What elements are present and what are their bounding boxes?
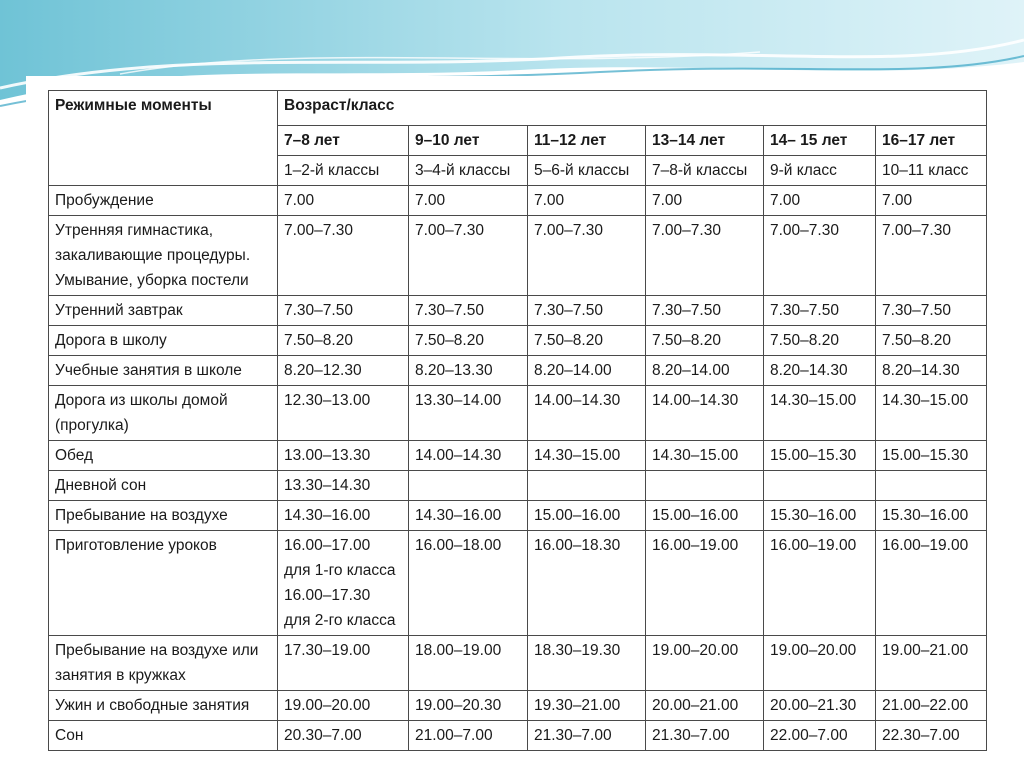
time-value: 20.00–21.30 xyxy=(770,697,857,714)
time-value: 19.30–21.00 xyxy=(534,697,621,714)
time-cell xyxy=(876,356,987,386)
time-value: 15.00–16.00 xyxy=(652,507,739,524)
time-cell xyxy=(764,636,876,691)
table-row xyxy=(49,216,987,296)
table-row xyxy=(49,441,987,471)
time-value: 19.00–20.00 xyxy=(284,697,371,714)
time-value: 14.30–15.00 xyxy=(770,392,857,409)
time-cell xyxy=(278,386,409,441)
time-cell xyxy=(409,386,528,441)
time-value: 7.00 xyxy=(284,192,315,209)
time-cell xyxy=(278,216,409,296)
time-value: 18.30–19.30 xyxy=(534,642,621,659)
time-cell xyxy=(876,186,987,216)
time-cell xyxy=(409,216,528,296)
regime-moment-label xyxy=(49,721,278,751)
regime-moment-label xyxy=(49,296,278,326)
age-column-header: 14– 15 лет xyxy=(764,126,876,156)
time-value: 14.30–15.00 xyxy=(652,447,739,464)
time-cell xyxy=(528,721,646,751)
time-cell xyxy=(278,501,409,531)
time-cell xyxy=(646,216,764,296)
time-value: 13.30–14.30 xyxy=(284,477,371,494)
time-cell xyxy=(764,721,876,751)
time-value: 22.30–7.00 xyxy=(882,727,960,744)
table-row xyxy=(49,636,987,691)
regime-moment-label xyxy=(49,356,278,386)
label-line: Пребывание на воздухе или xyxy=(55,642,259,659)
time-value: 16.00–17.00 xyxy=(284,537,371,554)
time-value: 18.00–19.00 xyxy=(415,642,502,659)
time-value: 16.00–19.00 xyxy=(882,537,969,554)
table-row xyxy=(49,531,987,636)
table-row xyxy=(49,471,987,501)
time-cell xyxy=(764,531,876,636)
regime-moment-label xyxy=(49,691,278,721)
label-line: Сон xyxy=(55,727,84,744)
label-line: Пребывание на воздухе xyxy=(55,507,228,524)
time-cell xyxy=(528,386,646,441)
time-cell xyxy=(528,636,646,691)
time-cell xyxy=(876,721,987,751)
time-value: 8.20–14.30 xyxy=(770,362,848,379)
time-cell xyxy=(646,531,764,636)
label-line: Утренний завтрак xyxy=(55,302,183,319)
time-cell xyxy=(278,441,409,471)
grade-column-header: 9-й класс xyxy=(764,156,876,186)
regime-moment-label xyxy=(49,186,278,216)
time-value: 8.20–14.30 xyxy=(882,362,960,379)
time-value: 17.30–19.00 xyxy=(284,642,371,659)
time-value: 20.30–7.00 xyxy=(284,727,362,744)
time-cell xyxy=(528,531,646,636)
age-column-header: 16–17 лет xyxy=(876,126,987,156)
time-value: 15.30–16.00 xyxy=(770,507,857,524)
time-value: 14.00–14.30 xyxy=(534,392,621,409)
time-cell xyxy=(278,636,409,691)
label-line: занятия в кружках xyxy=(55,667,186,684)
label-line: Утренняя гимнастика, xyxy=(55,222,214,239)
time-cell xyxy=(764,296,876,326)
time-cell xyxy=(646,691,764,721)
time-value: 7.30–7.50 xyxy=(770,302,839,319)
time-value: 14.30–16.00 xyxy=(284,507,371,524)
label-line: закаливающие процедуры. xyxy=(55,247,251,264)
time-value: 15.00–15.30 xyxy=(882,447,969,464)
table-row xyxy=(49,296,987,326)
time-cell xyxy=(409,501,528,531)
regime-moment-label xyxy=(49,326,278,356)
time-value: 7.30–7.50 xyxy=(534,302,603,319)
time-value: 7.00 xyxy=(770,192,801,209)
time-cell xyxy=(528,501,646,531)
time-cell xyxy=(278,531,409,636)
time-cell xyxy=(409,296,528,326)
time-value: 8.20–12.30 xyxy=(284,362,362,379)
grade-column-header: 3–4-й классы xyxy=(409,156,528,186)
regime-moment-label xyxy=(49,471,278,501)
regime-moment-label xyxy=(49,386,278,441)
time-value: 8.20–14.00 xyxy=(652,362,730,379)
regime-moment-label xyxy=(49,636,278,691)
time-value: 7.00–7.30 xyxy=(534,222,603,239)
time-cell xyxy=(409,691,528,721)
time-cell xyxy=(528,216,646,296)
time-value: 7.00–7.30 xyxy=(284,222,353,239)
age-column-header: 9–10 лет xyxy=(409,126,528,156)
time-cell xyxy=(876,471,987,501)
time-cell xyxy=(646,356,764,386)
time-cell xyxy=(646,721,764,751)
label-line: Учебные занятия в школе xyxy=(55,362,242,379)
grade-column-header: 5–6-й классы xyxy=(528,156,646,186)
time-cell xyxy=(764,356,876,386)
age-column-header: 13–14 лет xyxy=(646,126,764,156)
time-cell xyxy=(764,326,876,356)
table-row xyxy=(49,386,987,441)
time-value: 14.00–14.30 xyxy=(415,447,502,464)
time-value: 7.30–7.50 xyxy=(284,302,353,319)
time-cell xyxy=(876,216,987,296)
regime-moments-header: Режимные моменты xyxy=(49,91,278,186)
time-value: 8.20–14.00 xyxy=(534,362,612,379)
time-value: 13.00–13.30 xyxy=(284,447,371,464)
table-row xyxy=(49,691,987,721)
time-cell xyxy=(646,186,764,216)
time-cell xyxy=(876,691,987,721)
time-value: 16.00–19.00 xyxy=(652,537,739,554)
time-cell xyxy=(764,471,876,501)
label-line: Ужин и свободные занятия xyxy=(55,697,250,714)
time-value: 16.00–17.30 xyxy=(284,587,371,604)
time-cell xyxy=(876,296,987,326)
time-value: 22.00–7.00 xyxy=(770,727,848,744)
regime-moment-label xyxy=(49,441,278,471)
time-value: 7.00 xyxy=(534,192,565,209)
time-value: 21.00–7.00 xyxy=(415,727,493,744)
label-line: Дневной сон xyxy=(55,477,147,494)
time-value: 12.30–13.00 xyxy=(284,392,371,409)
grade-column-header: 7–8-й классы xyxy=(646,156,764,186)
time-cell xyxy=(528,691,646,721)
time-cell xyxy=(278,721,409,751)
time-cell xyxy=(528,471,646,501)
time-cell xyxy=(764,441,876,471)
time-value: 7.50–8.20 xyxy=(534,332,603,349)
time-cell xyxy=(646,636,764,691)
grade-column-header: 1–2-й классы xyxy=(278,156,409,186)
time-cell xyxy=(528,356,646,386)
label-line: Дорога в школу xyxy=(55,332,167,349)
time-value: 7.50–8.20 xyxy=(882,332,951,349)
time-value: 7.00 xyxy=(882,192,913,209)
time-cell xyxy=(876,501,987,531)
time-value: 15.00–16.00 xyxy=(534,507,621,524)
time-value: 14.30–15.00 xyxy=(534,447,621,464)
time-cell xyxy=(764,386,876,441)
time-value: 16.00–18.00 xyxy=(415,537,502,554)
time-cell xyxy=(409,326,528,356)
regime-moment-label xyxy=(49,216,278,296)
label-line: (прогулка) xyxy=(55,417,129,434)
time-value: 7.00 xyxy=(415,192,446,209)
time-cell xyxy=(646,296,764,326)
time-value: 19.00–20.00 xyxy=(652,642,739,659)
regime-moment-label xyxy=(49,531,278,636)
time-value: 19.00–20.00 xyxy=(770,642,857,659)
time-value: 15.30–16.00 xyxy=(882,507,969,524)
label-line: Пробуждение xyxy=(55,192,154,209)
time-value: 15.00–15.30 xyxy=(770,447,857,464)
time-value: 16.00–18.30 xyxy=(534,537,621,554)
time-value: 21.30–7.00 xyxy=(652,727,730,744)
grade-column-header: 10–11 класс xyxy=(876,156,987,186)
time-cell xyxy=(764,216,876,296)
time-value: 14.30–15.00 xyxy=(882,392,969,409)
time-value: 7.30–7.50 xyxy=(652,302,721,319)
regime-moment-label xyxy=(49,501,278,531)
label-line: Умывание, уборка постели xyxy=(55,272,249,289)
time-cell xyxy=(409,471,528,501)
label-line: Приготовление уроков xyxy=(55,537,217,554)
time-value: для 1-го класса xyxy=(284,562,396,579)
table-body xyxy=(49,186,987,751)
time-value: 7.50–8.20 xyxy=(415,332,484,349)
table-row xyxy=(49,721,987,751)
time-value: 13.30–14.00 xyxy=(415,392,502,409)
header-row-top xyxy=(49,91,987,126)
time-cell xyxy=(646,471,764,501)
table-row xyxy=(49,186,987,216)
time-cell xyxy=(646,326,764,356)
age-column-header: 11–12 лет xyxy=(528,126,646,156)
label-line: Обед xyxy=(55,447,94,464)
table-row xyxy=(49,501,987,531)
time-cell xyxy=(876,386,987,441)
time-value: 7.30–7.50 xyxy=(415,302,484,319)
age-class-header: Возраст/класс xyxy=(278,91,987,126)
time-value: 7.50–8.20 xyxy=(652,332,721,349)
time-cell xyxy=(528,441,646,471)
time-value: 19.00–21.00 xyxy=(882,642,969,659)
table-row xyxy=(49,356,987,386)
time-value: 7.50–8.20 xyxy=(770,332,839,349)
time-cell xyxy=(278,471,409,501)
time-value: 14.30–16.00 xyxy=(415,507,502,524)
time-cell xyxy=(278,356,409,386)
time-cell xyxy=(528,296,646,326)
time-value: 7.00–7.30 xyxy=(415,222,484,239)
time-cell xyxy=(646,441,764,471)
time-value: 7.00–7.30 xyxy=(652,222,721,239)
time-value: для 2-го класса xyxy=(284,612,396,629)
time-cell xyxy=(876,636,987,691)
time-value: 7.50–8.20 xyxy=(284,332,353,349)
time-value: 7.00 xyxy=(652,192,683,209)
time-value: 7.00–7.30 xyxy=(882,222,951,239)
time-value: 8.20–13.30 xyxy=(415,362,493,379)
time-cell xyxy=(409,636,528,691)
time-value: 7.00–7.30 xyxy=(770,222,839,239)
time-value: 14.00–14.30 xyxy=(652,392,739,409)
time-cell xyxy=(528,186,646,216)
daily-regime-table xyxy=(48,90,987,751)
time-cell xyxy=(409,356,528,386)
time-value: 7.30–7.50 xyxy=(882,302,951,319)
time-value: 21.00–22.00 xyxy=(882,697,969,714)
time-cell xyxy=(764,186,876,216)
time-value: 16.00–19.00 xyxy=(770,537,857,554)
time-cell xyxy=(278,691,409,721)
time-cell xyxy=(764,691,876,721)
time-value: 19.00–20.30 xyxy=(415,697,502,714)
time-cell xyxy=(764,501,876,531)
time-cell xyxy=(528,326,646,356)
time-cell xyxy=(409,186,528,216)
time-cell xyxy=(876,531,987,636)
time-cell xyxy=(876,326,987,356)
time-cell xyxy=(876,441,987,471)
time-value: 20.00–21.00 xyxy=(652,697,739,714)
age-column-header: 7–8 лет xyxy=(278,126,409,156)
time-value: 21.30–7.00 xyxy=(534,727,612,744)
time-cell xyxy=(409,721,528,751)
time-cell xyxy=(409,531,528,636)
label-line: Дорога из школы домой xyxy=(55,392,228,409)
time-cell xyxy=(646,501,764,531)
time-cell xyxy=(278,296,409,326)
time-cell xyxy=(409,441,528,471)
time-cell xyxy=(646,386,764,441)
time-cell xyxy=(278,186,409,216)
time-cell xyxy=(278,326,409,356)
table-row xyxy=(49,326,987,356)
